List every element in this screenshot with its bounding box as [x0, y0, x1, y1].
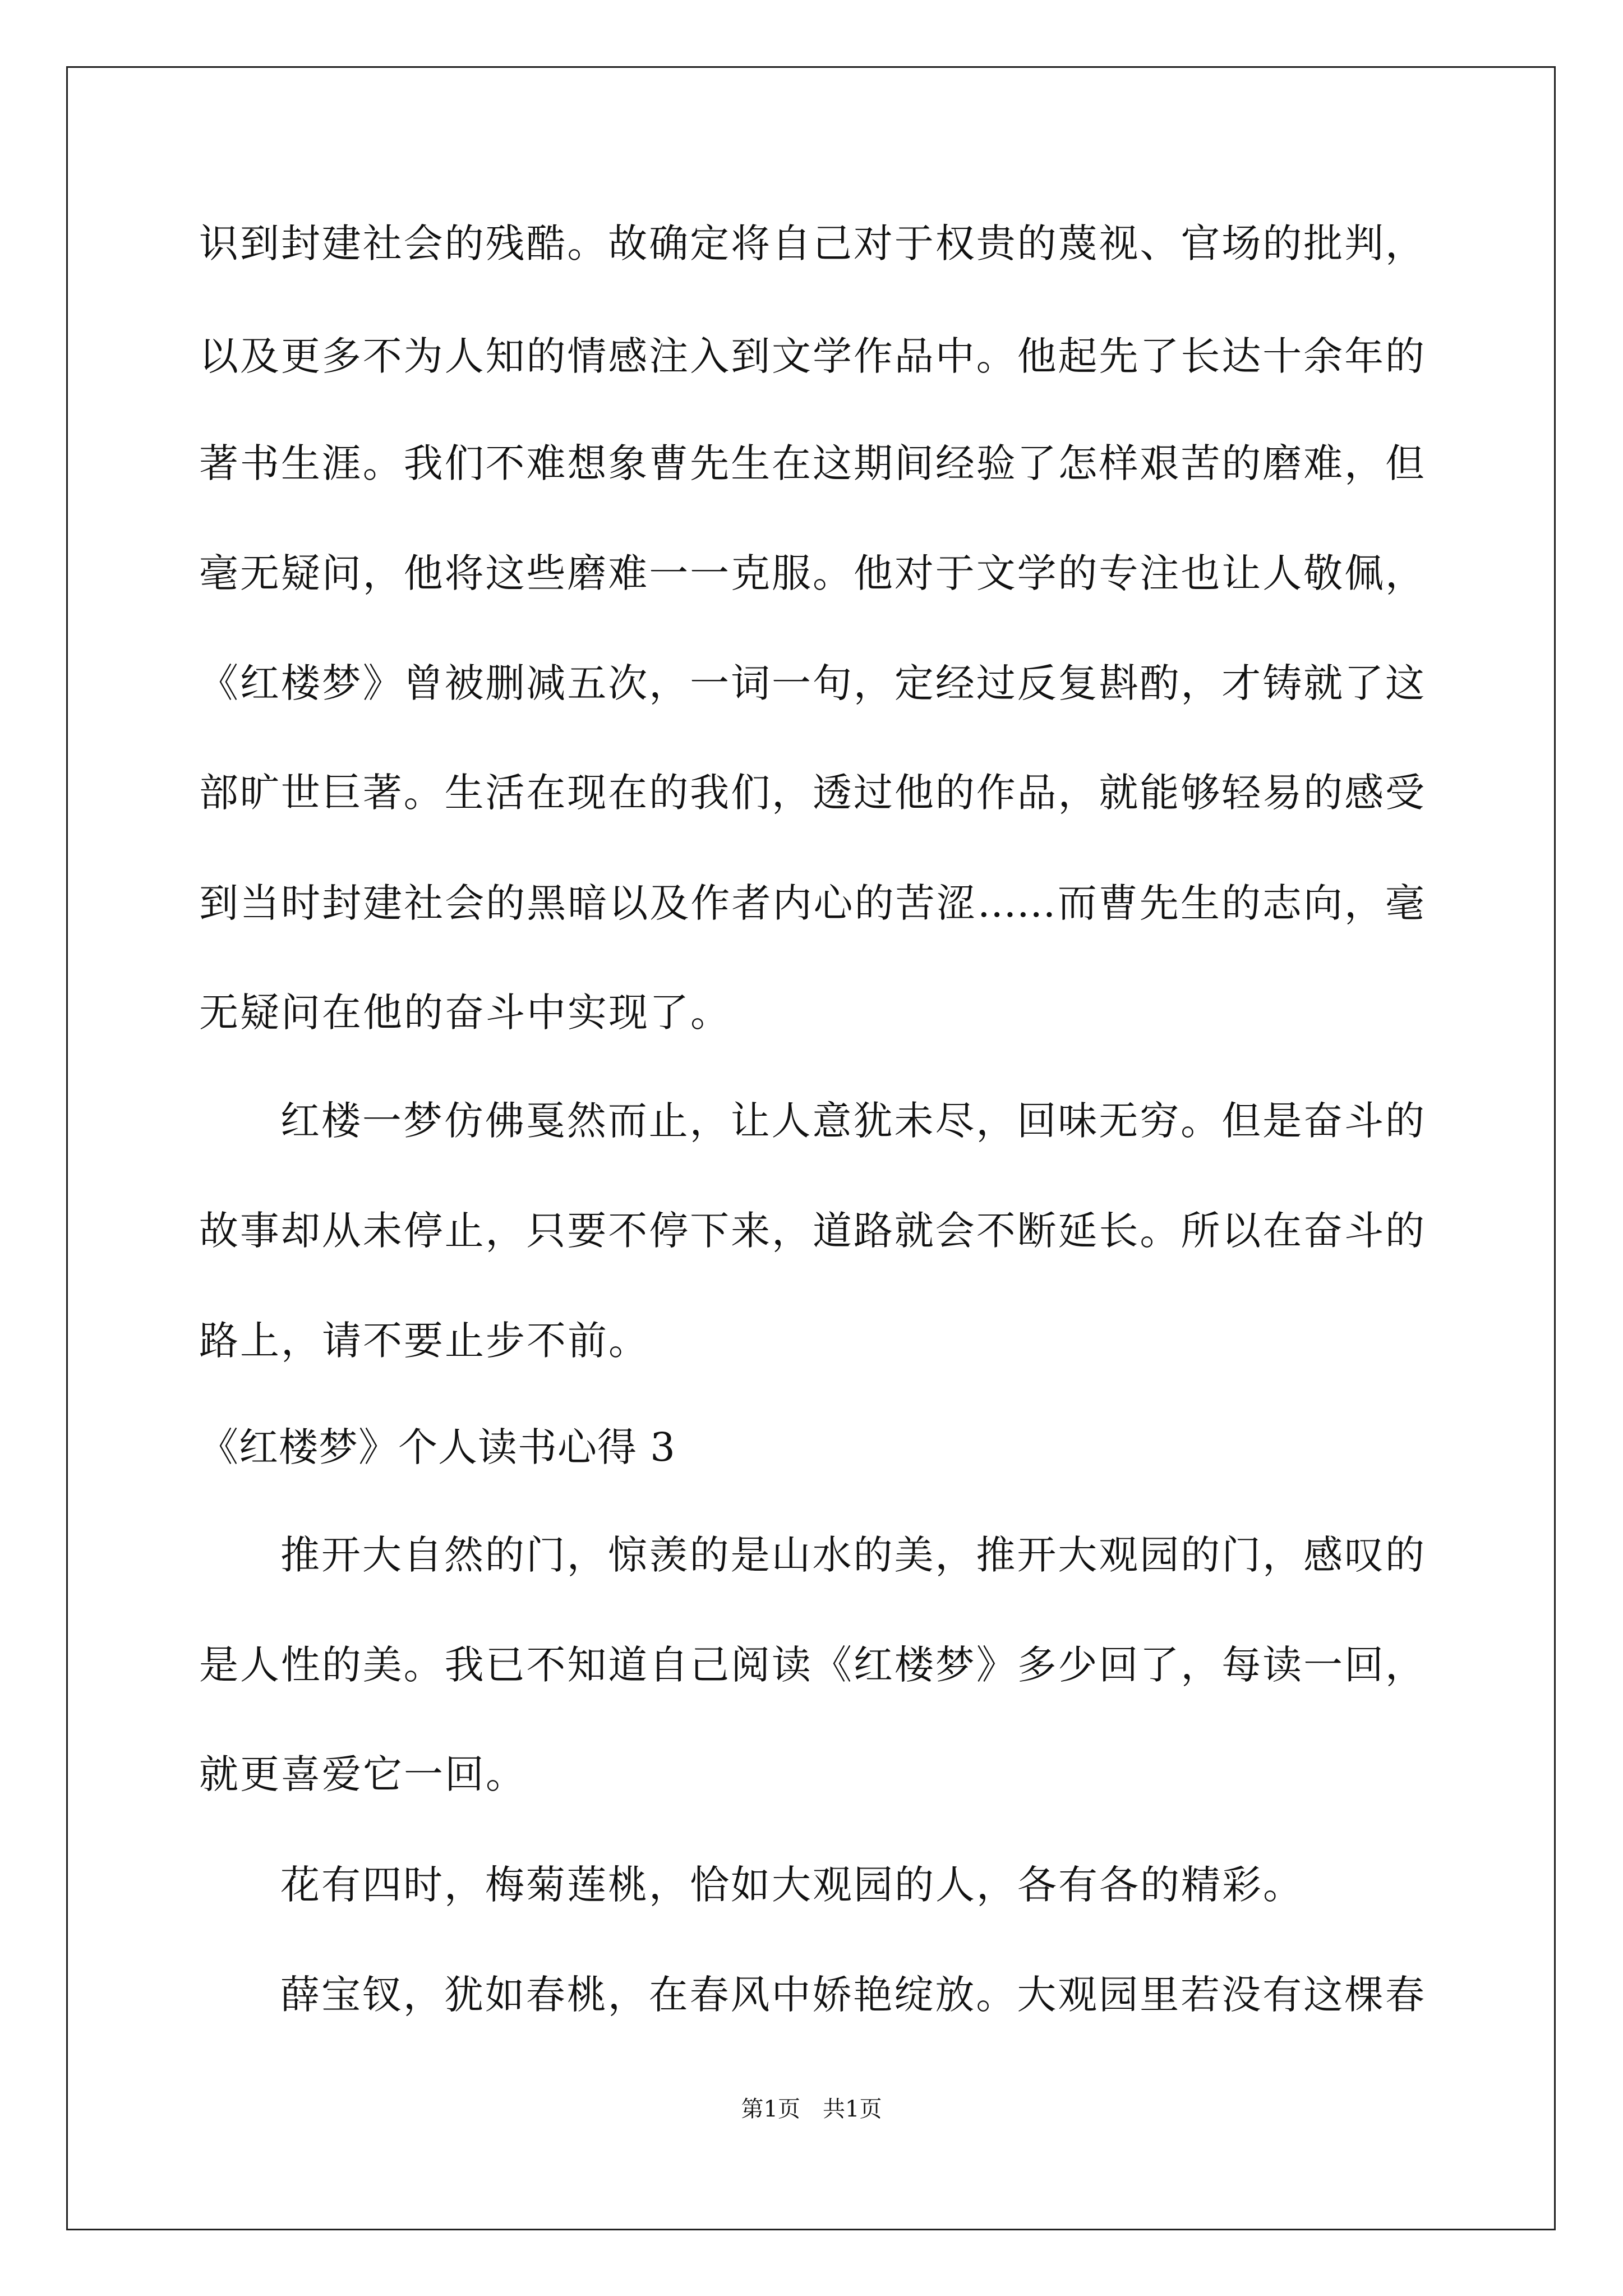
paragraph-line: 识到封建社会的残酷。故确定将自己对于权贵的蔑视、官场的批判，: [199, 220, 1424, 266]
paragraph-line: 无疑问在他的奋斗中实现了。: [199, 990, 731, 1036]
paragraph-line: 毫无疑问，他将这些磨难一一克服。他对于文学的专注也让人敬佩，: [199, 550, 1424, 596]
paragraph-line: 就更喜爱它一回。: [199, 1751, 527, 1797]
paragraph-line: 花有四时，梅菊莲桃，恰如大观园的人，各有各的精彩。: [280, 1862, 1304, 1908]
page-footer: 第1页 共1页: [741, 2096, 882, 2122]
paragraph-line: 故事却从未停止，只要不停下来，道路就会不断延长。所以在奋斗的: [199, 1208, 1424, 1254]
paragraph-line: 到当时封建社会的黑暗以及作者内心的苦涩……而曹先生的志向，毫: [199, 880, 1424, 926]
paragraph-line: 以及更多不为人知的情感注入到文学作品中。他起先了长达十余年的: [199, 333, 1424, 379]
paragraph-line: 《红楼梦》曾被删减五次，一词一句，定经过反复斟酌，才铸就了这: [199, 660, 1424, 706]
paragraph-line: 部旷世巨著。生活在现在的我们，透过他的作品，就能够轻易的感受: [199, 770, 1424, 816]
section-heading: 《红楼梦》个人读书心得 3: [199, 1424, 676, 1470]
paragraph-line: 是人性的美。我已不知道自己阅读《红楼梦》多少回了，每读一回，: [199, 1642, 1424, 1688]
paragraph-line: 红楼一梦仿佛戛然而止，让人意犹未尽，回味无穷。但是奋斗的: [280, 1098, 1424, 1144]
paragraph-line: 路上，请不要止步不前。: [199, 1318, 649, 1364]
paragraph-line: 薛宝钗，犹如春桃，在春风中娇艳绽放。大观园里若没有这棵春: [280, 1972, 1424, 2018]
paragraph-line: 推开大自然的门，惊羡的是山水的美，推开大观园的门，感叹的: [280, 1532, 1424, 1578]
paragraph-line: 著书生涯。我们不难想象曹先生在这期间经验了怎样艰苦的磨难，但: [199, 440, 1424, 486]
